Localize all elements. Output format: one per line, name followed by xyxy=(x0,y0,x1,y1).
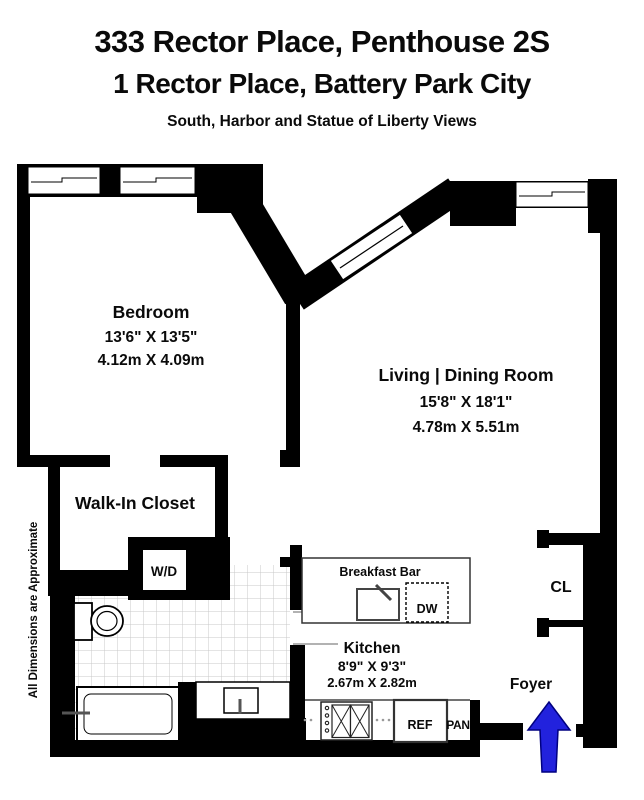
wall-segment xyxy=(583,533,617,748)
bedroom-dimensions-imperial: 13'6" X 13'5" xyxy=(104,329,198,346)
kitchen-label: Kitchen xyxy=(343,640,401,657)
page-title: 333 Rector Place, Penthouse 2S xyxy=(94,24,550,59)
wall-segment xyxy=(537,530,549,548)
disclaimer-text: All Dimensions are Approximate xyxy=(28,521,40,699)
bedroom-window-right xyxy=(120,167,195,194)
bedroom-window-left xyxy=(28,167,100,194)
dishwasher-label: DW xyxy=(416,602,438,616)
wall-segment xyxy=(48,463,60,585)
wall-segment xyxy=(286,284,300,467)
wall-segment xyxy=(290,645,305,718)
wall-segment xyxy=(196,718,306,757)
foyer-label: Foyer xyxy=(509,676,553,693)
toilet xyxy=(74,603,123,640)
living-room-dimensions-imperial: 15'8" X 18'1" xyxy=(419,394,513,411)
closet-label: CL xyxy=(550,579,572,596)
page-subtitle: 1 Rector Place, Battery Park City xyxy=(113,68,531,99)
bathtub xyxy=(62,687,179,741)
bar-sink xyxy=(357,589,399,620)
bedroom-dimensions-metric: 4.12m X 4.09m xyxy=(97,352,205,369)
page-tagline: South, Harbor and Statue of Liberty Views xyxy=(167,113,477,130)
wall-segment xyxy=(50,583,75,757)
vanity-sink xyxy=(196,682,290,719)
wall-segment xyxy=(280,450,297,467)
entry-arrow xyxy=(528,702,570,772)
wall-segment xyxy=(600,226,617,535)
wall-segment xyxy=(243,202,299,296)
bedroom-label: Bedroom xyxy=(112,302,190,322)
wall-segment xyxy=(290,545,302,610)
wall-segment xyxy=(280,557,290,567)
walk-in-closet-label: Walk-In Closet xyxy=(75,493,195,513)
wall-segment xyxy=(470,723,523,740)
pantry-label: PAN xyxy=(446,718,470,732)
kitchen-dimensions-imperial: 8'9" X 9'3" xyxy=(337,658,407,674)
kitchen-dimensions-metric: 2.67m X 2.82m xyxy=(327,675,417,690)
wall-segment xyxy=(17,455,110,467)
wall-segment xyxy=(178,682,196,742)
living-room-label: Living | Dining Room xyxy=(378,365,554,385)
refrigerator-label: REF xyxy=(407,718,433,732)
breakfast-bar-label: Breakfast Bar xyxy=(339,565,421,579)
living-room-dimensions-metric: 4.78m X 5.51m xyxy=(412,419,520,436)
washer-dryer-label: W/D xyxy=(150,564,178,579)
wall-segment xyxy=(17,164,30,467)
stove xyxy=(321,702,372,740)
wall-segment xyxy=(588,179,617,233)
wall-segment xyxy=(543,620,583,627)
wall-segment xyxy=(576,724,585,737)
wall-segment xyxy=(450,181,516,226)
living-window xyxy=(516,182,588,207)
